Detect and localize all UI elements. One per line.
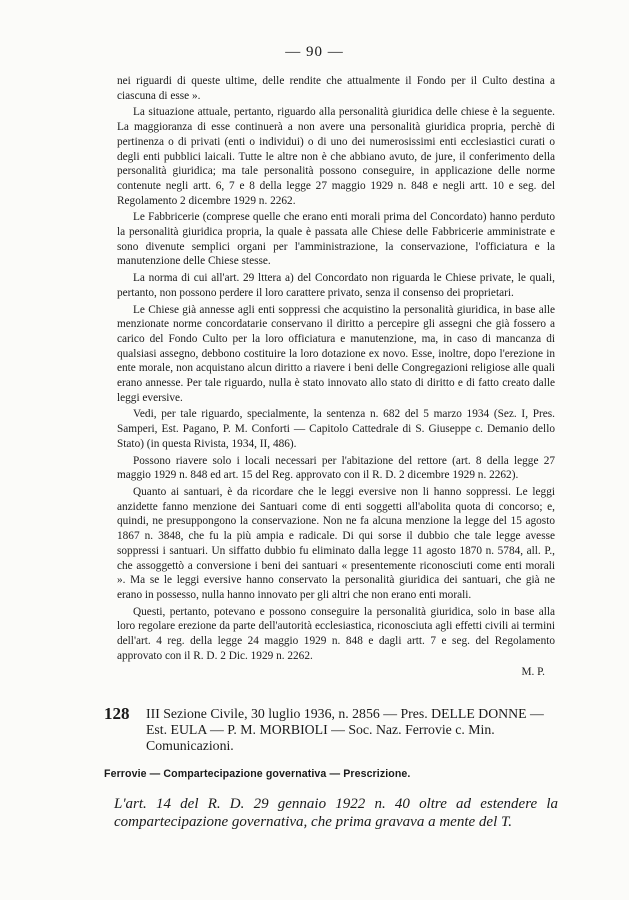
- signature: M. P.: [521, 666, 545, 679]
- case-citation: III Sezione Civile, 30 luglio 1936, n. 2856 — Pres. DELLE DONNE — Est. EULA — P. M. MORBIOLI — Soc. Naz. Ferrovie c. Min. Comunicazioni.: [146, 706, 544, 753]
- body-text: [117, 74, 555, 680]
- subject-line: Ferrovie — Compartecipazione governativa — Prescrizione.: [104, 768, 411, 780]
- paragraph: La norma di cui all'art. 29 lttera a) del Concordato non riguarda le Chiese private, le quali, pertanto, non possono perdere il loro carattere privato, senza il consenso dei proprietari.: [117, 272, 555, 299]
- paragraph: Questi, pertanto, potevano e possono conseguire la personalità giuridica, solo in base alla loro regolare erezione da parte dell'autorità ecclesiastica, riconosciuta agli effetti civili ai termini dell'art. 4 reg. della legge 24 maggio 1929 n. 848 e dagli artt. 7 e seg. del Regolamento approvato con il R. D. 2 Dic. 1929 n. 2262.: [117, 605, 555, 662]
- maxim: L'art. 14 del R. D. 29 gennaio 1922 n. 40 oltre ad estendere la compartecipazione governativa, che prima gravava a mente del T.: [114, 796, 558, 830]
- paragraph: nei riguardi di queste ultime, delle rendite che attualmente il Fondo per il Culto destina a ciascuna di esse ».: [117, 75, 555, 102]
- paragraph: La situazione attuale, pertanto, riguardo alla personalità giuridica delle chiese è la seguente. La maggioranza di esse continuerà a non avere una personalità giuridica propria, perchè di pertinenza o di privati (enti o individui) o di uno dei numerosissimi enti ecclesiastici curati o degli enti pubblici laicali. Tutte le altre non è che abbiano avuto, de jure, il conferimento della personalità giuridica; ma tale personalità possono conseguire, in applicazione delle norme contenute negli artt. 6, 7 e 8 della legge 27 maggio 1929 n. 848 e negli artt. 10 e seg. del Regolamento 2 dicembre 1929 n. 2262.: [117, 106, 555, 207]
- paragraph: Vedi, per tale riguardo, specialmente, la sentenza n. 682 del 5 marzo 1934 (Sez. I, Pres. Samperi, Est. Pagano, P. M. Conforti — Capitolo Cattedrale di S. Giuseppe c. Demanio dello Stato) (in questa Rivista, 1934, II, 486).: [117, 408, 555, 450]
- paragraph: Quanto ai santuari, è da ricordare che le leggi eversive non li hanno soppressi. Le leggi anzidette fanno menzione dei Santuari come di enti soggetti all'abolita quota di concorso; e, quindi, ne presuppongono la conservazione. Non ne fa alcuna menzione la legge del 15 agosto 1867 n. 3848, che fu la più ampia e radicale. Di qui sorse il dubbio che tale legge avesse soppressi i santuari. Un siffatto dubbio fu eliminato dalla legge 11 agosto 1870 n. 5784, all. P., che assoggettò a conversione i beni dei santuari « presentemente riconosciuti come enti morali ». Ma se le leggi eversive hanno conservato la personalità giuridica dei santuari, che già ne erano in possesso, nulla hanno innovato per gli altri che non erano enti morali.: [117, 485, 555, 601]
- case-header: [104, 706, 556, 754]
- page-number: — 90 —: [285, 44, 344, 60]
- case-number: 128: [104, 704, 130, 723]
- paragraph: Le Fabbricerie (comprese quelle che erano enti morali prima del Concordato) hanno perduto la personalità giuridica propria, la quale è passata alle Chiese delle Fabbricerie amministrate e sono divenute semplici organi per l'amministrazione, la conservazione, l'officiatura e la manutenzione delle Chiese stesse.: [117, 211, 555, 268]
- signature-line: [117, 665, 555, 680]
- paragraph: Possono riavere solo i locali necessari per l'abitazione del rettore (art. 8 della legge 27 maggio 1929 n. 848 ed art. 15 del Reg. approvato con il R. D. 2 dicembre 1929 n. 2262).: [117, 454, 555, 482]
- paragraph: Le Chiese già annesse agli enti soppressi che acquistino la personalità giuridica, in base alle menzionate norme concordatarie conservano il diritto a percepire gli assegni che già fossero a carico del Fondo Culto per la loro officiatura e manutenzione, ma, in caso di mancanza di qualsiasi assegno, debbono costituire la loro dotazione ex novo. Esse, inoltre, dopo l'erezione in ente morale, non acquistano alcun diritto a riavere i beni delle Congregazioni religiose alle quali erano annesse. Per tale riguardo, nulla è stato innovato allo stato di diritto e di fatto creato dalle leggi eversive.: [117, 303, 555, 404]
